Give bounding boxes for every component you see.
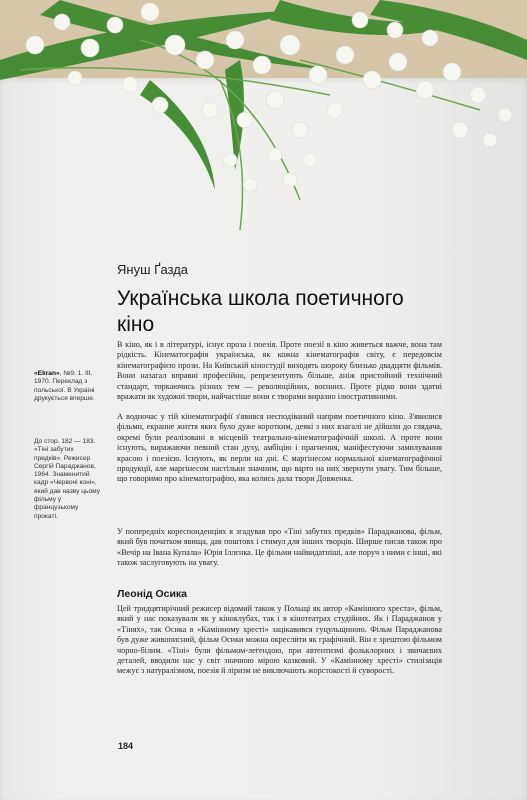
paragraph-1: В кіно, як і в літературі, існує проза і поезія. Проте поезії в кіно живеться важче, вона там рідкість. Кінематографія українська, як кожна кінематографія світу, є передовсім кінематографією прози. На Київській кіностудії виходять шороку близько двадцяти фільмів. Вони назагал вправні професійно, репрезентують більше, аніж пристойний технічний стандарт, торкаючись різних тем — революційних, воєнних. Проте рідко вони здатні вражати як художні твори, найчастіше вони є творами виразно ілюстративними. [117, 340, 442, 402]
paragraph-3: У попередніх кореспонденціях я згадував про «Тіні забутих предків» Параджанова, фільм, який був початком явища, дав поштовх і стимул для інших творців. Ширше писав також про «Вечір на Івана Купала» Юрія Іллєнка. Це фільми найвидатніші, але поруч з ними є інші, які також заслуговують на увагу. [117, 527, 442, 568]
margin-note-source-name: «Ekran» [34, 370, 60, 377]
section-heading: Леонід Осика [117, 588, 188, 600]
author-name: Януш Ґазда [117, 262, 189, 277]
margin-note-source-text: , №9. 1. III. 1970. Переклад з польської. В Україні друкується вперше. [34, 370, 95, 402]
margin-note-caption: До стор. 182 — 183. «Тіні забутих предків». Режисер Сергій Параджанов, 1964. Знаменитий кадр «Червоні коні», який дав назву цьому фільму у французькому прокаті. [34, 438, 101, 520]
margin-note-source [34, 370, 102, 403]
paragraph-4: Цей тридцятирічний режисер відомий також у Польщі як автор «Камінного хреста», фільм, який у нас показували як у кіноклубах, так і в кінотеатрах студійних. Як і Параджанов у «Тінях», так Осика в «Камінному хресті» зацікавився гуцульщиною. Фільм Параджанова був дуже живописний, фільм Осики можна окреслити як графічний. Він є зрештою фільмом чорно-білим. «Тіні» були фільмом-легендою, при автентизмі фольклорних і звичаєвих деталей, вводили нас у світ значною мірою казковий. У «Камінному хресті» стилізація межує з натуралізмом, поезія й ліризм не виключають жорстокості й суворості. [117, 604, 442, 676]
paragraph-2: А водночас у тій кінематографії з'явився несподіваний напрям поетичного кіно. З'явилися фільми, екранне життя яких було дуже коротким, деякі з них взагалі не дійшли до глядача, окремі були реалізовані в місцевій театрально-кінематографічній школі. А проте вони існують, виражаючи певний стан духу, амбіцію і прагнення, маніфестуючи замилування красою і поезією. Існують, як перли на дні. Є маргінесом нормальної кінематографічної продукції, але маргінесом настільки значним, що варто на них звернути увагу. Тим більше, що говоримо про кінематографію, яка колись дала твори Довженка. [117, 412, 442, 484]
page-number: 184 [118, 741, 134, 751]
article-title: Українська школа поетичного кіно [117, 287, 404, 336]
